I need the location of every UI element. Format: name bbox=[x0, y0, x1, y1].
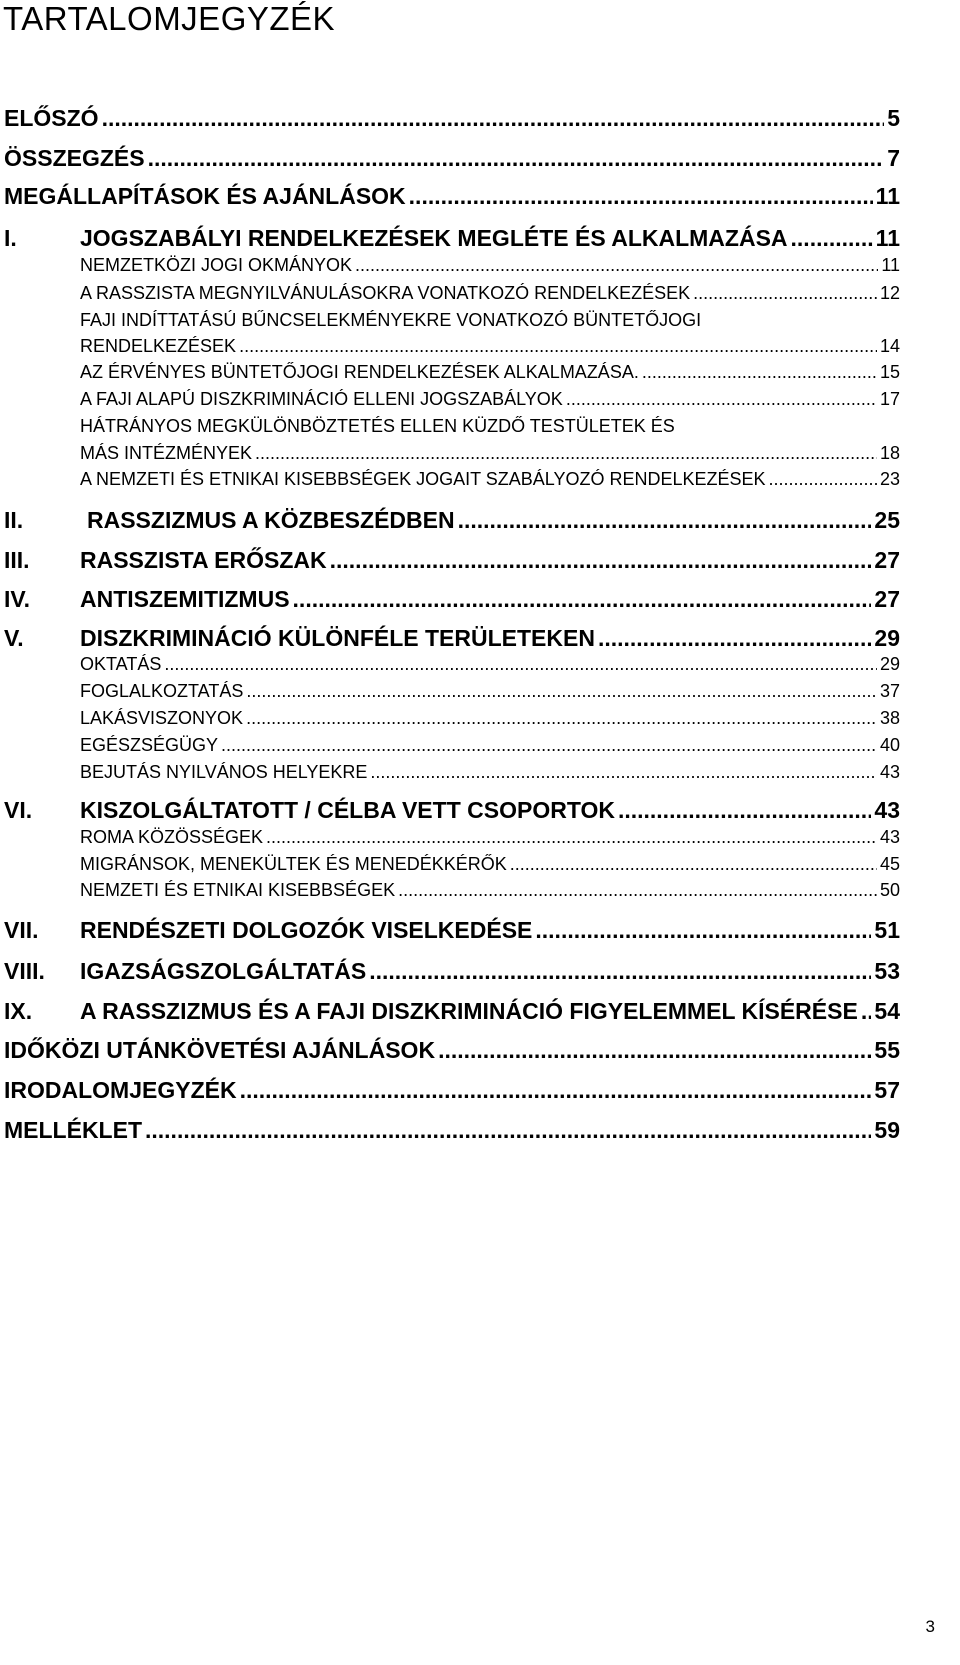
toc-entry-title: A RASSZIZMUS ÉS A FAJI DISZKRIMINÁCIÓ FIGYELEMMEL KÍSÉRÉSE bbox=[80, 998, 858, 1024]
toc-dot-leader bbox=[255, 443, 877, 464]
toc-entry[interactable] bbox=[0, 255, 960, 276]
toc-entry[interactable] bbox=[0, 362, 960, 383]
toc-entry-page: 57 bbox=[874, 1077, 900, 1103]
toc-entry[interactable] bbox=[0, 708, 960, 729]
toc-entry[interactable] bbox=[0, 389, 960, 410]
toc-dot-leader bbox=[102, 105, 885, 132]
toc-entry-title: NEMZETKÖZI JOGI OKMÁNYOK bbox=[80, 255, 353, 275]
toc-dot-leader bbox=[246, 708, 877, 729]
toc-entry-title: AZ ÉRVÉNYES BÜNTETŐJOGI RENDELKEZÉSEK ALKALMAZÁSA. bbox=[80, 362, 639, 382]
toc-dot-leader bbox=[510, 854, 877, 875]
toc-entry[interactable] bbox=[0, 547, 960, 574]
toc-entry-title: LAKÁSVISZONYOK bbox=[80, 708, 244, 728]
toc-entry-title: RENDÉSZETI DOLGOZÓK VISELKEDÉSE bbox=[80, 917, 533, 943]
toc-entry-title: RENDELKEZÉSEK bbox=[80, 336, 237, 356]
toc-dot-leader bbox=[861, 998, 872, 1025]
toc-entry[interactable] bbox=[0, 1037, 960, 1064]
toc-entry-page: 25 bbox=[874, 507, 900, 533]
toc-entry[interactable] bbox=[0, 797, 960, 824]
toc-entry[interactable] bbox=[0, 958, 960, 985]
toc-entry-page: 14 bbox=[879, 336, 900, 356]
toc-dot-leader bbox=[618, 797, 871, 824]
toc-entry-number: VII. bbox=[4, 917, 39, 943]
toc-entry-number: VIII. bbox=[4, 958, 45, 984]
toc-entry-title: A FAJI ALAPÚ DISZKRIMINÁCIÓ ELLENI JOGSZABÁLYOK bbox=[80, 389, 563, 409]
toc-entry-page: 54 bbox=[874, 998, 900, 1024]
toc-dot-leader bbox=[370, 762, 877, 783]
toc-dot-leader bbox=[438, 1037, 871, 1064]
toc-entry-page: 43 bbox=[879, 827, 900, 847]
toc-dot-leader bbox=[642, 362, 877, 383]
toc-entry[interactable] bbox=[0, 625, 960, 652]
toc-entry[interactable] bbox=[0, 283, 960, 304]
toc-entry[interactable] bbox=[0, 145, 960, 172]
toc-entry[interactable] bbox=[0, 998, 960, 1025]
toc-entry[interactable] bbox=[0, 183, 960, 210]
toc-entry-page: 15 bbox=[879, 362, 900, 382]
toc-entry-title: RASSZISTA ERŐSZAK bbox=[80, 547, 327, 573]
toc-dot-leader bbox=[240, 1077, 872, 1104]
toc-entry-page: 11 bbox=[875, 225, 900, 251]
toc-dot-leader bbox=[355, 255, 878, 276]
toc-entry-page: 55 bbox=[874, 1037, 900, 1063]
page-number: 3 bbox=[925, 1617, 935, 1636]
toc-entry[interactable] bbox=[0, 310, 960, 331]
toc-entry-page: 29 bbox=[879, 654, 900, 674]
toc-entry-page: 17 bbox=[879, 389, 900, 409]
toc-entry-page: 51 bbox=[874, 917, 900, 943]
toc-entry[interactable] bbox=[0, 762, 960, 783]
toc-entry-title: DISZKRIMINÁCIÓ KÜLÖNFÉLE TERÜLETEKEN bbox=[80, 625, 595, 651]
toc-entry-page: 11 bbox=[881, 255, 900, 275]
toc-entry-title: RASSZIZMUS A KÖZBESZÉDBEN bbox=[87, 507, 455, 533]
toc-entry[interactable] bbox=[0, 416, 960, 437]
toc-entry[interactable] bbox=[0, 735, 960, 756]
toc-entry-title: MÁS INTÉZMÉNYEK bbox=[80, 443, 253, 463]
toc-dot-leader bbox=[369, 958, 871, 985]
toc-entry-title: MEGÁLLAPÍTÁSOK ÉS AJÁNLÁSOK bbox=[4, 183, 406, 209]
toc-entry-title: FAJI INDÍTTATÁSÚ BŰNCSELEKMÉNYEKRE VONATKOZÓ BÜNTETŐJOGI bbox=[80, 310, 702, 330]
toc-entry-page: 7 bbox=[887, 145, 900, 171]
toc-dot-leader bbox=[409, 183, 873, 210]
toc-dot-leader bbox=[266, 827, 877, 848]
toc-dot-leader bbox=[239, 336, 877, 357]
toc-entry-title: JOGSZABÁLYI RENDELKEZÉSEK MEGLÉTE ÉS ALKALMAZÁSA bbox=[80, 225, 788, 251]
toc-entry-number: IV. bbox=[4, 586, 31, 612]
toc-entry-title: A RASSZISTA MEGNYILVÁNULÁSOKRA VONATKOZÓ RENDELKEZÉSEK bbox=[80, 283, 691, 303]
toc-dot-leader bbox=[246, 681, 877, 702]
toc-entry[interactable] bbox=[0, 827, 960, 848]
toc-entry-page: 27 bbox=[874, 586, 900, 612]
toc-entry-number: V. bbox=[4, 625, 24, 651]
toc-dot-leader bbox=[566, 389, 877, 410]
toc-entry-title: EGÉSZSÉGÜGY bbox=[80, 735, 219, 755]
toc-dot-leader bbox=[398, 880, 877, 901]
toc-entry[interactable] bbox=[0, 681, 960, 702]
toc-entry-page: 37 bbox=[879, 681, 900, 701]
toc-dot-leader bbox=[458, 507, 872, 534]
toc-entry-title: IGAZSÁGSZOLGÁLTATÁS bbox=[80, 958, 367, 984]
toc-entry-title: KISZOLGÁLTATOTT / CÉLBA VETT CSOPORTOK bbox=[80, 797, 615, 823]
toc-dot-leader bbox=[598, 625, 871, 652]
toc-entry-title: BEJUTÁS NYILVÁNOS HELYEKRE bbox=[80, 762, 368, 782]
toc-entry-title: ÖSSZEGZÉS bbox=[4, 145, 145, 171]
toc-entry-number: I. bbox=[4, 225, 17, 251]
toc-entry[interactable] bbox=[0, 469, 960, 490]
toc-entry-title: MELLÉKLET bbox=[4, 1117, 142, 1143]
toc-entry[interactable] bbox=[0, 654, 960, 675]
toc-entry-title: A NEMZETI ÉS ETNIKAI KISEBBSÉGEK JOGAIT SZABÁLYOZÓ RENDELKEZÉSEK bbox=[80, 469, 766, 489]
toc-entry-title: MIGRÁNSOK, MENEKÜLTEK ÉS MENEDÉKKÉRŐK bbox=[80, 854, 507, 874]
toc-dot-leader bbox=[330, 547, 872, 574]
toc-entry-page: 40 bbox=[879, 735, 900, 755]
toc-entry[interactable] bbox=[0, 336, 960, 357]
toc-entry[interactable] bbox=[0, 507, 960, 534]
toc-entry-title: IDŐKÖZI UTÁNKÖVETÉSI AJÁNLÁSOK bbox=[4, 1037, 436, 1063]
toc-dot-leader bbox=[145, 1117, 871, 1144]
toc-entry-page: 38 bbox=[879, 708, 900, 728]
toc-entry-page: 43 bbox=[874, 797, 900, 823]
toc-entry-title: ELŐSZÓ bbox=[4, 105, 99, 131]
toc-entry-title: NEMZETI ÉS ETNIKAI KISEBBSÉGEK bbox=[80, 880, 396, 900]
toc-entry-page: 50 bbox=[879, 880, 900, 900]
toc-entry-page: 27 bbox=[874, 547, 900, 573]
toc-entry-title: FOGLALKOZTATÁS bbox=[80, 681, 244, 701]
toc-entry-title: ROMA KÖZÖSSÉGEK bbox=[80, 827, 264, 847]
toc-entry-page: 18 bbox=[879, 443, 900, 463]
toc-entry-page: 11 bbox=[875, 183, 900, 209]
toc-entry-page: 53 bbox=[874, 958, 900, 984]
toc-entry-title: IRODALOMJEGYZÉK bbox=[4, 1077, 237, 1103]
toc-entry[interactable] bbox=[0, 854, 960, 875]
toc-dot-leader bbox=[293, 586, 872, 613]
toc-entry-number: III. bbox=[4, 547, 30, 573]
toc-dot-leader bbox=[769, 469, 877, 490]
toc-entry[interactable] bbox=[0, 1077, 960, 1104]
toc-entry[interactable] bbox=[0, 880, 960, 901]
toc-entry-title: ANTISZEMITIZMUS bbox=[80, 586, 290, 612]
page-title: TARTALOMJEGYZÉK bbox=[3, 0, 336, 37]
toc-dot-leader bbox=[535, 917, 871, 944]
toc-entry-page: 12 bbox=[879, 283, 900, 303]
toc-entry-page: 29 bbox=[874, 625, 900, 651]
toc-entry-number: II. bbox=[4, 507, 24, 533]
toc-entry-page: 5 bbox=[887, 105, 900, 131]
toc-entry-number: VI. bbox=[4, 797, 33, 823]
toc-dot-leader bbox=[148, 145, 885, 172]
toc-entry-page: 45 bbox=[879, 854, 900, 874]
toc-entry-page: 43 bbox=[879, 762, 900, 782]
toc-dot-leader bbox=[791, 225, 873, 252]
toc-entry[interactable] bbox=[0, 105, 960, 132]
toc-dot-leader bbox=[693, 283, 877, 304]
toc-entry[interactable] bbox=[0, 586, 960, 613]
toc-entry-page: 23 bbox=[879, 469, 900, 489]
toc-entry[interactable] bbox=[0, 917, 960, 944]
toc-entry[interactable] bbox=[0, 443, 960, 464]
toc-entry-title: OKTATÁS bbox=[80, 654, 162, 674]
toc-entry-number: IX. bbox=[4, 998, 33, 1024]
toc-entry[interactable] bbox=[0, 1117, 960, 1144]
toc-dot-leader bbox=[164, 654, 877, 675]
toc-dot-leader bbox=[221, 735, 877, 756]
toc-entry[interactable] bbox=[0, 225, 960, 252]
toc-entry-title: HÁTRÁNYOS MEGKÜLÖNBÖZTETÉS ELLEN KÜZDŐ TESTÜLETEK ÉS bbox=[80, 416, 675, 436]
toc-entry-page: 59 bbox=[874, 1117, 900, 1143]
